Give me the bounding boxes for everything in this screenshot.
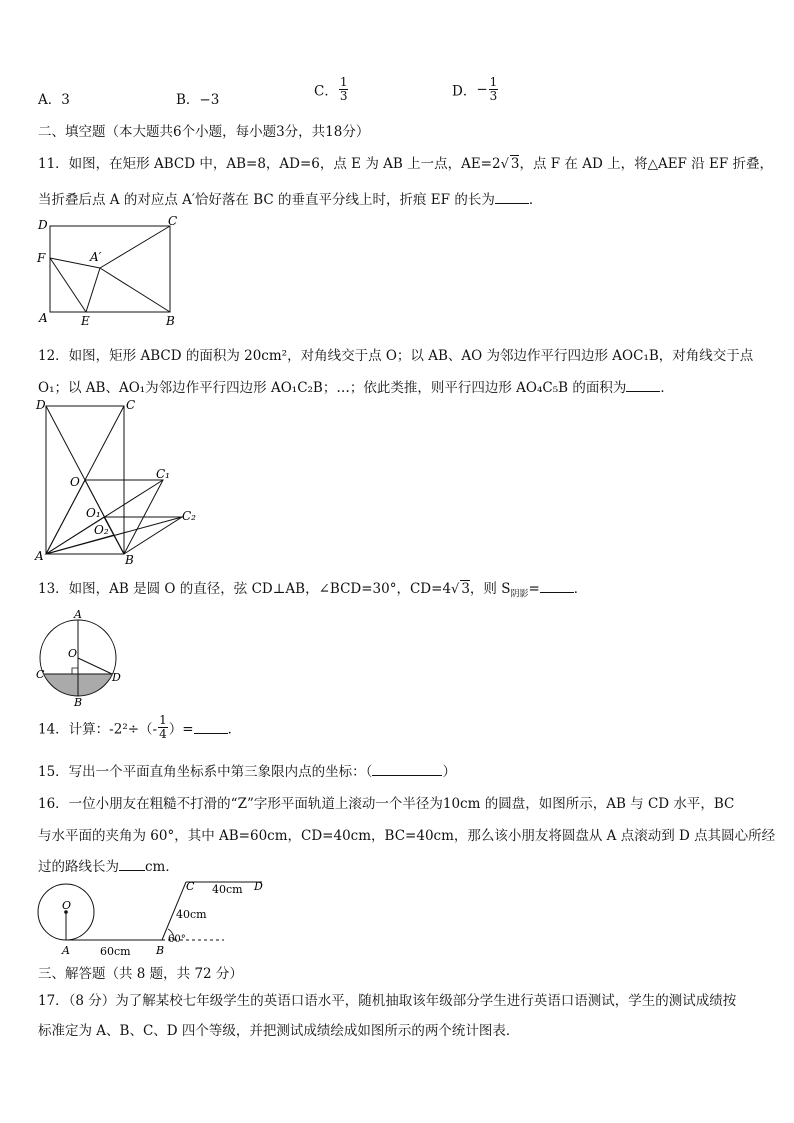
frac-num: 1 (339, 75, 348, 89)
q16-label-ab: 60cm (100, 945, 131, 958)
q16-label-b: B (156, 944, 165, 957)
q12-line2 (38, 376, 674, 396)
q11-label-b: B (166, 314, 175, 328)
q12-answer-blank[interactable] (626, 379, 660, 392)
q16-label-c: C (186, 880, 195, 893)
q13-answer-blank[interactable] (540, 580, 574, 593)
q11-sqrt-value: 3 (510, 156, 520, 172)
q15-line (38, 760, 456, 780)
q13-right-angle-mark (72, 668, 78, 674)
q16-label-a: A (62, 944, 70, 957)
q16-line1: 16．一位小朋友在粗糙不打滑的“Z”字形平面轨道上滚动一个半径为10cm 的圆盘，如图所示，AB 与 CD 水平，BC (38, 796, 735, 812)
q16-figure (34, 876, 274, 958)
q16-line2: 与水平面的夹角为 60°，其中 AB=60cm，CD=40cm，BC=40cm，那么该小朋友将圆盘从 A 点滚动到 D 点其圆心所经 (38, 828, 776, 844)
choice-b (176, 88, 219, 108)
q12-diag-ao2 (46, 535, 114, 554)
q11-label-f: F (37, 251, 46, 265)
q12-label-a: A (35, 549, 44, 563)
choice-d (452, 76, 499, 103)
q11-text-c: 当折叠后点 A 的对应点 A′恰好落在 BC 的垂直平分线上时，折痕 EF 的长为 (38, 192, 495, 208)
q11-line1 (38, 152, 773, 172)
choice-b-value: −3 (199, 92, 220, 108)
q15-answer-blank[interactable] (372, 763, 442, 776)
q13-radius-od (78, 658, 112, 674)
q16-text-a: 过的路线长为 (38, 859, 119, 875)
frac-num: 1 (489, 75, 498, 89)
choice-a-label: A． (38, 92, 62, 108)
q13-line (38, 577, 587, 600)
q17-line2: 标准定为 A、B、C、D 四个等级，并把测试成绩绘成如图所示的两个统计图表． (38, 1023, 520, 1039)
q16-label-d: D (254, 880, 263, 893)
q12-figure (34, 396, 214, 568)
choice-c (314, 76, 349, 103)
q16-label-bc: 40cm (176, 908, 207, 921)
q13-label-c: C (36, 668, 45, 681)
q11-figure (34, 212, 184, 332)
q13-label-o: O (68, 647, 78, 660)
q13-text-a: 13．如图，AB 是圆 O 的直径，弦 CD⊥AB，∠BCD=30°，CD=4 (38, 581, 452, 597)
q13-sqrt-value: 3 (461, 581, 470, 597)
q12-label-b: B (125, 553, 134, 567)
q13-text-c: = (528, 581, 540, 597)
q13-subscript: 阴影 (510, 589, 529, 600)
q16-label-o: O (62, 899, 72, 912)
choice-d-sign: − (476, 81, 488, 98)
q13-figure (34, 606, 134, 706)
q12-line1: 12．如图，矩形 ABCD 的面积为 20cm²，对角线交于点 O；以 AB、AO 为邻边作平行四边形 AOC₁B，对角线交于点 (38, 348, 754, 364)
q14-answer-blank[interactable] (194, 721, 228, 734)
choice-a (38, 88, 70, 108)
q13-text-end: ． (573, 581, 588, 597)
q12-label-o2: O₂ (94, 523, 109, 537)
frac-den: 3 (339, 89, 348, 103)
frac-num: 1 (159, 713, 167, 727)
q13-text-b: ，则 S (469, 581, 511, 597)
q16-text-b: cm． (145, 859, 179, 875)
q12-label-o1: O₁ (86, 506, 101, 520)
q11-label-a: A (39, 311, 48, 325)
choice-a-value: 3 (61, 92, 70, 108)
sqrt-icon: √ (451, 582, 460, 597)
q11-a1-c (100, 226, 170, 268)
q11-answer-blank[interactable] (495, 191, 529, 204)
q14-text-b: ）= (168, 721, 194, 738)
choice-c-label: C． (314, 83, 338, 100)
q11-crease (50, 258, 86, 312)
q12-text-end: ． (660, 380, 674, 396)
q13-label-d: D (112, 671, 121, 684)
q16-answer-blank[interactable] (119, 858, 145, 871)
choice-d-fraction (489, 76, 499, 103)
q11-label-a1: A′ (90, 250, 102, 264)
q11-label-d: D (38, 218, 48, 232)
choice-b-label: B． (176, 92, 200, 108)
q16-label-cd: 40cm (212, 883, 243, 896)
q14-line (38, 714, 241, 741)
q14-text-end: ． (227, 721, 242, 738)
sqrt-icon: √ (500, 157, 509, 172)
q13-label-b: B (74, 696, 83, 706)
q11-text-a: 11．如图，在矩形 ABCD 中，AB=8，AD=6，点 E 为 AB 上一点，AE=2 (38, 156, 501, 172)
q11-rectangle (50, 226, 170, 312)
q11-label-e: E (81, 314, 90, 328)
q11-text-b: ，点 F 在 AD 上，将△AEF 沿 EF 折叠， (519, 156, 774, 172)
q14-fraction (158, 714, 168, 741)
q14-text-a: 14．计算：-2²÷（- (38, 721, 158, 738)
q12-label-c1: C₁ (156, 467, 170, 481)
q13-label-a: A (74, 608, 82, 621)
q12-label-c: C (126, 398, 136, 412)
q15-text-end: ） (442, 764, 456, 780)
q16-line3 (38, 855, 179, 875)
q11-text-end: ． (528, 192, 543, 208)
frac-den: 3 (489, 89, 498, 103)
q11-line2 (38, 188, 542, 208)
choice-c-fraction (339, 76, 349, 103)
frac-den: 4 (159, 727, 167, 741)
q11-fold-lines (50, 258, 100, 312)
q16-label-angle: 60° (168, 934, 186, 945)
q11-a1-b (100, 268, 170, 312)
q15-text: 15．写出一个平面直角坐标系中第三象限内点的坐标：（ (38, 764, 373, 780)
section3-title: 三、解答题（共 8 题，共 72 分） (38, 966, 243, 982)
q12-label-c2: C₂ (182, 509, 196, 523)
q11-label-c: C (168, 214, 178, 228)
q12-text: O₁；以 AB、AO₁为邻边作平行四边形 AO₁C₂B；…；依此类推，则平行四边形 AO₄C₅B 的面积为 (38, 380, 627, 396)
q12-label-d: D (36, 398, 46, 412)
choice-d-label: D． (452, 83, 477, 100)
q12-label-o: O (70, 475, 80, 489)
section2-title: 二、填空题（本大题共6个小题，每小题3分，共18分） (38, 124, 370, 140)
q17-line1: 17．（8 分）为了解某校七年级学生的英语口语水平，随机抽取该年级部分学生进行英语口语测试，学生的测试成绩按 (38, 993, 737, 1009)
